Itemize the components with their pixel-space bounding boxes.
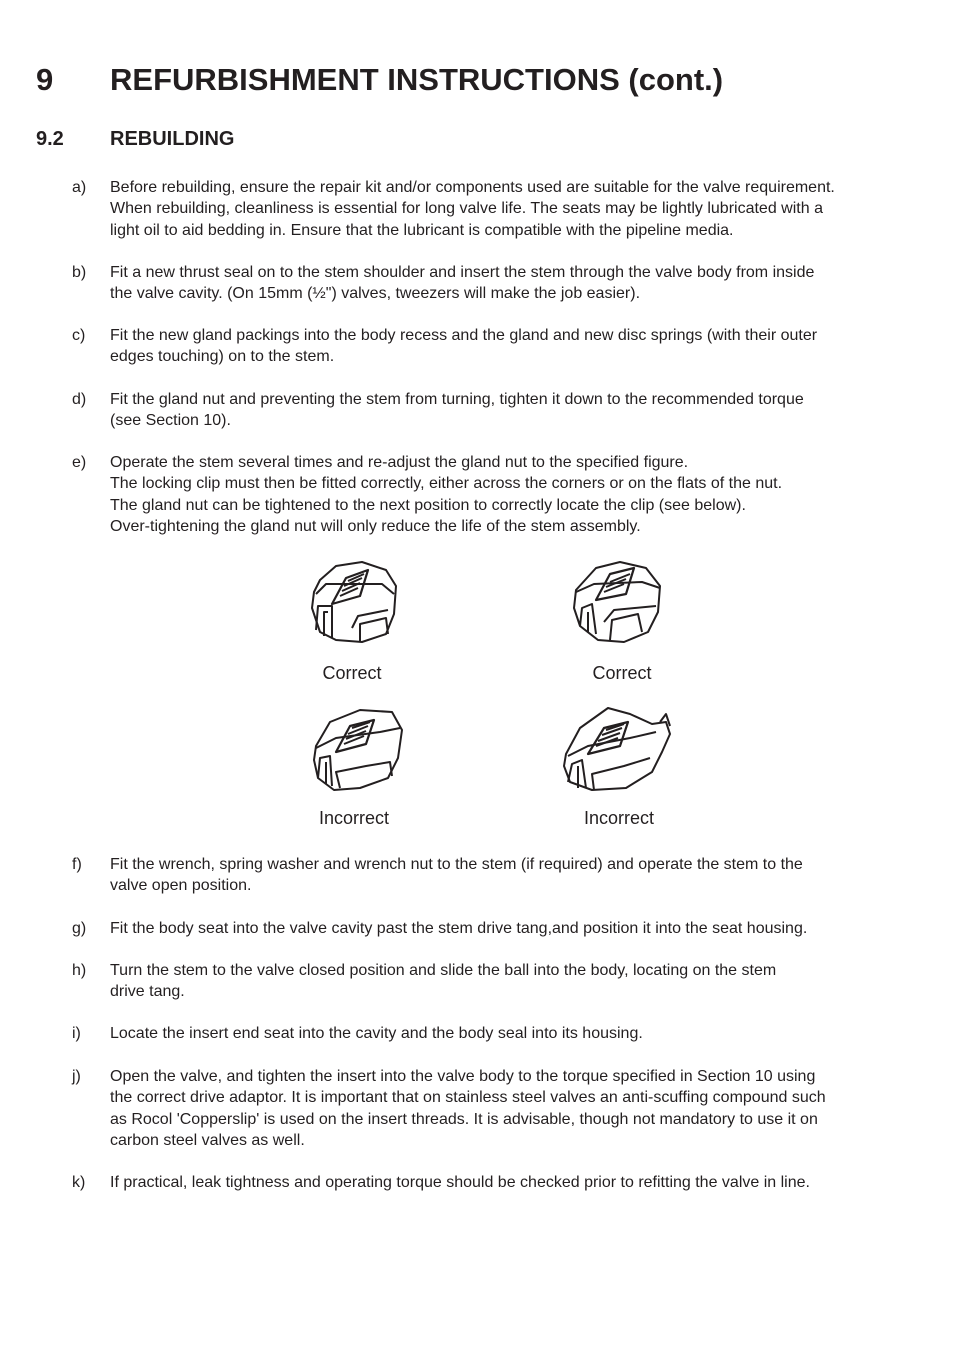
list-item-j	[72, 1066, 922, 1151]
list-item-b	[72, 262, 922, 305]
figure-caption: Correct	[322, 663, 382, 683]
subsection-heading	[36, 128, 234, 151]
locking-clip-incorrect-icon	[558, 702, 674, 796]
item-letter: g)	[72, 920, 87, 937]
item-text-line: When rebuilding, cleanliness is essential for long valve life. The seats may be lightly lubricated with a	[110, 200, 823, 218]
item-text-line: Open the valve, and tighten the insert into the valve body to the torque specified in Section 10 using	[110, 1068, 816, 1085]
item-letter: e)	[72, 454, 87, 471]
item-text-line: Turn the stem to the valve closed position and slide the ball into the body, locating on the stem	[110, 962, 777, 979]
item-letter: a)	[72, 179, 87, 196]
subsection-number: 9.2	[36, 128, 64, 150]
item-text-line: Fit a new thrust seal on to the stem shoulder and insert the stem through the valve body from inside	[110, 264, 815, 281]
item-text-line: valve open position.	[110, 877, 252, 895]
item-letter: i)	[72, 1025, 81, 1042]
list-item-f	[72, 854, 922, 897]
locking-clip-incorrect-icon	[306, 704, 406, 796]
item-letter: d)	[72, 391, 87, 408]
locking-clip-correct-corners-icon	[302, 558, 402, 648]
item-letter: j)	[72, 1068, 81, 1085]
item-letter: c)	[72, 327, 86, 344]
list-item-d	[72, 389, 922, 432]
item-text-line: as Rocol 'Copperslip' is used on the insert threads. It is advisable, though not mandatory to use it on	[110, 1110, 818, 1128]
item-text-line: The gland nut can be tightened to the next position to correctly locate the clip (see below).	[110, 496, 746, 514]
figure-caption: Incorrect	[318, 808, 390, 828]
list-item-k	[72, 1172, 922, 1193]
figure-caption: Incorrect	[583, 808, 655, 828]
item-letter: b)	[72, 264, 87, 281]
item-letter: h)	[72, 962, 87, 979]
item-text-line: The locking clip must then be fitted correctly, either across the corners or on the flats of the nut.	[110, 475, 783, 493]
item-text-line: the correct drive adaptor. It is important that on stainless steel valves an anti-scuffing compound such	[110, 1089, 826, 1107]
section-number: 9	[36, 62, 54, 97]
item-text-line: Fit the gland nut and preventing the stem from turning, tighten it down to the recommended torque	[110, 391, 804, 408]
subsection-title: REBUILDING	[110, 128, 235, 150]
item-text-line: Fit the new gland packings into the body recess and the gland and new disc springs (with their outer	[110, 327, 818, 344]
figure-caption: Correct	[592, 663, 652, 683]
list-item-e	[72, 452, 922, 537]
item-text-line: light oil to aid bedding in. Ensure that the lubricant is compatible with the pipeline media.	[110, 221, 734, 239]
item-text-line: Fit the wrench, spring washer and wrench nut to the stem (if required) and operate the stem to the	[110, 856, 803, 873]
section-title: REFURBISHMENT INSTRUCTIONS (cont.)	[110, 62, 724, 97]
item-text-line: Locate the insert end seat into the cavity and the body seal into its housing.	[110, 1025, 643, 1042]
item-letter: f)	[72, 856, 82, 873]
item-text-line: If practical, leak tightness and operating torque should be checked prior to refitting the valve in line.	[110, 1174, 810, 1191]
item-text-line: (see Section 10).	[110, 412, 231, 430]
item-text-line: Before rebuilding, ensure the repair kit and/or components used are suitable for the valve requirement.	[110, 179, 835, 196]
item-text-line: edges touching) on to the stem.	[110, 348, 335, 366]
list-item-g	[72, 918, 922, 939]
item-text-line: carbon steel valves as well.	[110, 1131, 305, 1149]
item-text-line: Operate the stem several times and re-adjust the gland nut to the specified figure.	[110, 454, 689, 471]
item-letter: k)	[72, 1174, 86, 1191]
list-item-i	[72, 1023, 922, 1044]
item-text-line: drive tang.	[110, 983, 185, 1001]
list-item-c	[72, 325, 922, 368]
item-text-line: Over-tightening the gland nut will only reduce the life of the stem assembly.	[110, 517, 641, 535]
list-item-a	[72, 177, 922, 241]
list-item-h	[72, 960, 922, 1003]
item-text-line: the valve cavity. (On 15mm (½") valves, tweezers will make the job easier).	[110, 285, 641, 303]
item-text-line: Fit the body seat into the valve cavity past the stem drive tang,and position it into the seat housing.	[110, 920, 808, 937]
section-heading	[36, 62, 723, 98]
locking-clip-correct-flats-icon	[568, 558, 668, 648]
